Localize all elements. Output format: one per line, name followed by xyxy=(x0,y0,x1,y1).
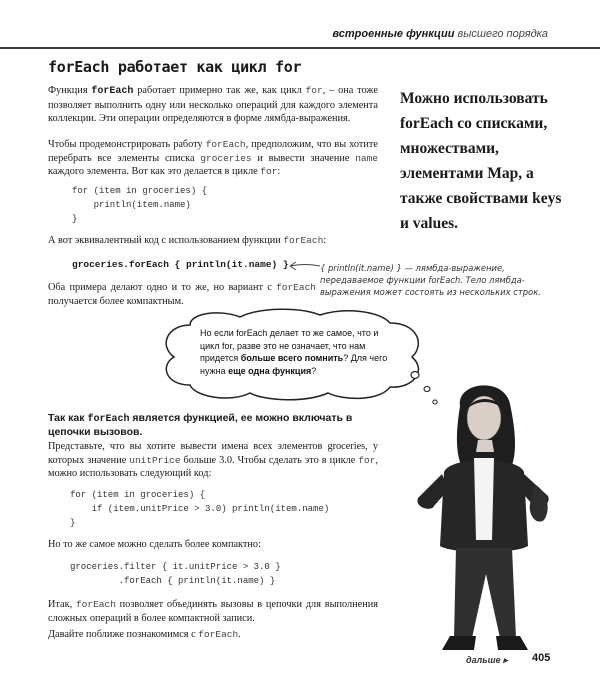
code-block-for-loop: for (item in groceries) { println(item.name) } xyxy=(72,186,208,224)
running-head-bold: встроенные функции xyxy=(332,28,455,40)
page-number: 405 xyxy=(532,652,551,664)
section-title: forEach работает как цикл for xyxy=(48,58,302,76)
paragraph-5: Представьте, что вы хотите вывести имена всех элементов groceries, у которых значение unitPrice больше 3.0. Чтобы сделать это в цикле for, можно использовать следующий код: xyxy=(48,441,378,479)
paragraph-1: Функция forEach работает примерно так же, как цикл for, – она тоже позволяет выполнить одну или несколько операций для каждого элемента коллекции. Эти операции определяются в форме лямбда-выражения. xyxy=(48,85,378,124)
page-header xyxy=(0,0,600,50)
paragraph-8: Давайте поближе познакомимся с forEach. xyxy=(48,629,241,640)
subheading: Так как forEach является функцией, ее можно включать в цепочки вызовов. xyxy=(48,412,353,438)
paragraph-4: Оба примера делают одно и то же, но вариант с forEach получается более компактным. xyxy=(48,282,316,307)
code-foreach: groceries.forEach { println(it.name) } xyxy=(72,259,289,270)
code-block-chain: groceries.filter { it.unitPrice > 3.0 } .forEach { println(it.name) } xyxy=(70,562,281,586)
lambda-annotation: { println(it.name) } — лямбда-выражение, передаваемое функции forEach. Тело лямбда-выражения может состоять из нескольких строк. xyxy=(320,263,541,297)
header-rule xyxy=(0,47,600,49)
paragraph-6: Но то же самое можно сделать более компактно: xyxy=(48,539,261,550)
paragraph-7: Итак, forEach позволяет объединять вызовы в цепочки для выполнения сложных операций в более компактной записи. xyxy=(48,599,378,624)
paragraph-3: А вот эквивалентный код с использованием функции forEach: xyxy=(48,235,327,246)
paragraph-2: Чтобы продемонстрировать работу forEach, предположим, что вы хотите перебрать все элементы списка groceries и вывести значение name каждого элемента. Вот как это делается в цикле for: xyxy=(48,139,378,177)
bubble-text: Но если forEach делает то же самое, что и цикл for, разве это не означает, что нам придется больше всего помнить? Для чего нужна еще одна функция? xyxy=(200,328,388,376)
code-block-filter-loop: for (item in groceries) { if (item.unitPrice > 3.0) println(item.name) } xyxy=(70,490,330,528)
running-head-light: высшего порядка xyxy=(457,28,548,40)
running-head xyxy=(332,28,548,40)
woman-illustration xyxy=(412,378,562,656)
annotation-arrow xyxy=(286,258,322,274)
next-arrow-icon: ▸ xyxy=(503,655,508,665)
footer-next: дальше ▸ xyxy=(466,655,508,665)
sidebar-note: Можно использовать forEach со списками, множествами, элементами Map, а также свойствами keys и values. xyxy=(400,90,562,232)
